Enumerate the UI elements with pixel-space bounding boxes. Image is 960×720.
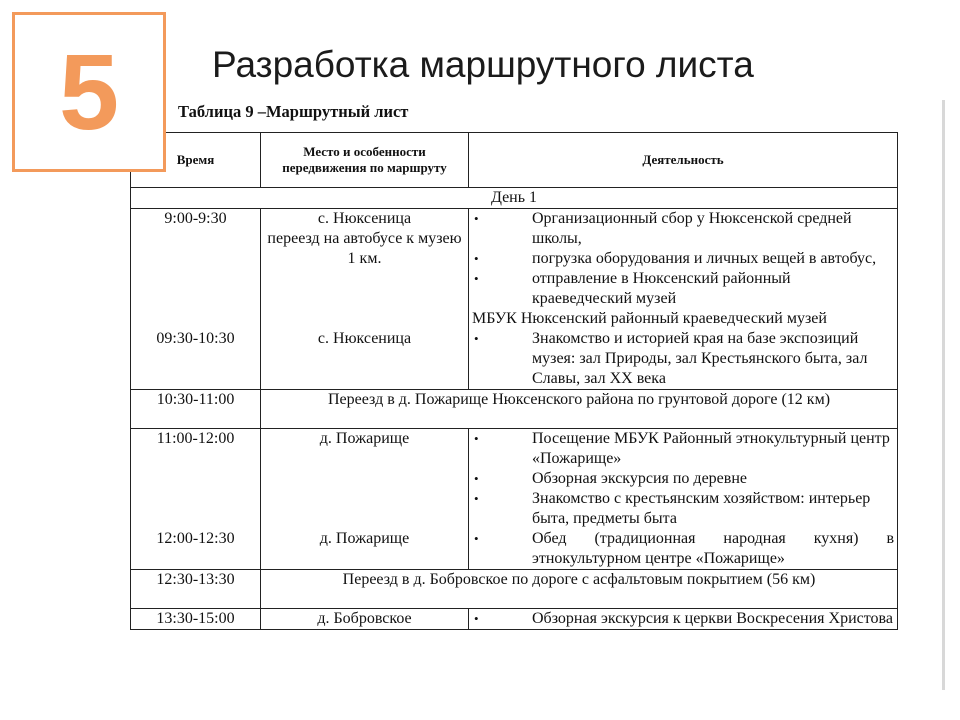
activity-text: Обзорная экскурсия по деревне	[532, 470, 747, 487]
bullet-icon: •	[474, 471, 479, 486]
activity-cell	[469, 429, 898, 570]
table-row	[131, 209, 898, 390]
list-item	[472, 269, 894, 309]
activity-text: погрузка оборудования и личных вещей в автобус,	[532, 250, 877, 267]
bullet-icon: •	[474, 331, 479, 346]
list-item	[472, 209, 894, 249]
place-value: д. Пожарище	[319, 430, 410, 447]
time-value: 11:00-12:00	[156, 430, 235, 447]
table-caption: Таблица 9 –Маршрутный лист	[178, 102, 409, 121]
list-item	[472, 429, 894, 469]
bullet-icon: •	[474, 611, 479, 626]
table-row	[131, 609, 898, 630]
header-place: Место и особенности передвижения по маршруту	[261, 133, 469, 188]
bullet-icon: •	[474, 491, 479, 506]
time-cell: 13:30-15:00	[131, 609, 261, 630]
table-row	[131, 429, 898, 570]
table-header-row	[131, 133, 898, 188]
time-cell: 10:30-11:00	[131, 390, 261, 429]
bullet-icon: •	[474, 431, 479, 446]
time-value: 09:30-10:30	[156, 330, 235, 347]
time-cell: 12:30-13:30	[131, 570, 261, 609]
slide-title: Разработка маршрутного листа	[212, 44, 754, 85]
list-item	[472, 489, 894, 529]
table-row	[131, 390, 898, 429]
bullet-icon: •	[474, 211, 479, 226]
activity-cell	[469, 609, 898, 630]
time-value: 12:00-12:30	[156, 530, 235, 547]
slide-number-badge	[12, 12, 166, 172]
side-divider	[942, 100, 945, 690]
list-item	[472, 329, 894, 389]
activity-text: отправление в Нюксенский районный краеведческий музей	[532, 270, 791, 307]
activity-text: Посещение МБУК Районный этнокультурный центр «Пожарище»	[532, 430, 890, 467]
place-cell: д. Бобровское	[261, 609, 469, 630]
activity-text: Знакомство с крестьянским хозяйством: интерьер быта, предметы быта	[532, 490, 871, 527]
list-item	[472, 249, 894, 269]
slide-number: 5	[58, 31, 120, 152]
transfer-text: Переезд в д. Пожарище Нюксенского района по грунтовой дороге (12 км)	[261, 390, 898, 429]
list-item	[472, 609, 894, 629]
bullet-icon: •	[474, 271, 479, 286]
time-cell	[131, 429, 261, 570]
place-note: переезд на автобусе к музею 1 км.	[267, 230, 462, 267]
day-label: День 1	[131, 188, 898, 209]
activity-cell	[469, 209, 898, 390]
time-cell	[131, 209, 261, 390]
header-time: Время	[131, 133, 261, 188]
route-table	[130, 132, 898, 630]
transfer-text: Переезд в д. Бобровское по дороге с асфальтовым покрытием (56 км)	[261, 570, 898, 609]
header-activity: Деятельность	[469, 133, 898, 188]
day-row	[131, 188, 898, 209]
table-row	[131, 570, 898, 609]
place-value: с. Нюксеница	[317, 210, 412, 227]
activity-text: Обзорная экскурсия к церкви Воскресения Христова	[532, 610, 893, 627]
place-cell	[261, 429, 469, 570]
place-cell	[261, 209, 469, 390]
list-item	[472, 529, 894, 569]
bullet-icon: •	[474, 531, 479, 546]
activity-text: МБУК Нюксенский районный краеведческий музей	[472, 310, 827, 327]
list-item	[472, 469, 894, 489]
activity-text: Обед (традиционная народная кухня) в этнокультурном центре «Пожарище»	[532, 530, 894, 567]
place-value: с. Нюксеница	[317, 330, 412, 347]
activity-text: Знакомство и историей края на базе экспозиций музея: зал Природы, зал Крестьянского быта, зал Славы, зал XX века	[532, 330, 868, 387]
place-value: д. Пожарище	[319, 530, 410, 547]
bullet-icon: •	[474, 251, 479, 266]
time-value: 9:00-9:30	[164, 210, 227, 227]
route-sheet-scan	[130, 132, 898, 688]
activity-text: Организационный сбор у Нюксенской средней школы,	[532, 210, 852, 247]
